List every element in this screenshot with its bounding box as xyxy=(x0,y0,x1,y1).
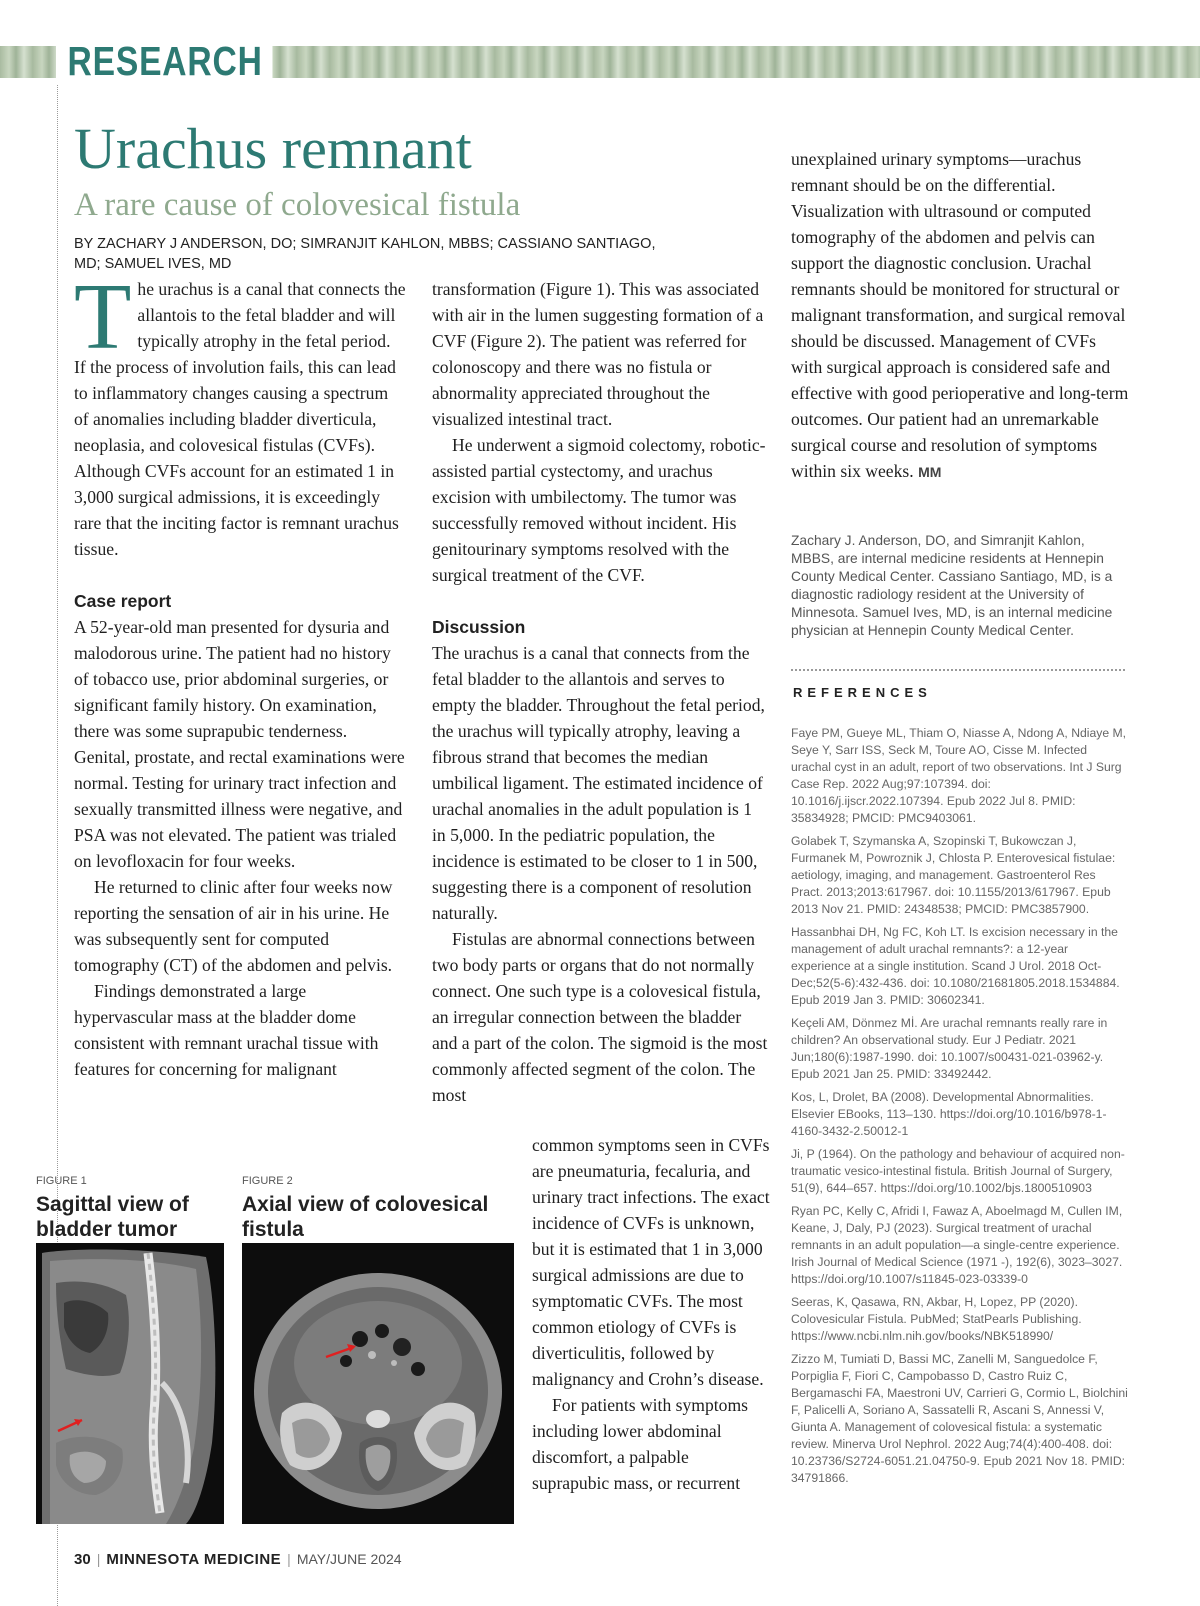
figure-1-title: Sagittal view of bladder tumor xyxy=(36,1193,189,1241)
reference-item: Keçeli AM, Dönmez Mİ. Are urachal remnants really rare in children? An observational study. Eur J Pediatr. 2021 Jun;180(6):1987-1990. doi: 10.1007/s00431-021-03962-y. Epub 2021 Jan 25. PMID: 33492442. xyxy=(791,1016,1108,1081)
page-footer: 30 | MINNESOTA MEDICINE | MAY/JUNE 2024 xyxy=(74,1551,402,1568)
author-bio: Zachary J. Anderson, DO, and Simranjit Kahlon, MBBS, are internal medicine residents at Hennepin County Medical Center. Cassiano Santiago, MD, is a diagnostic radiology resident at the University of Minnesota. Samuel Ives, MD, is an internal medicine physician at Hennepin County Medical Center. xyxy=(791,533,1113,638)
conclusion-text: unexplained urinary symptoms—urachus remnant should be on the differential. Visualization with ultrasound or computed tomography of the abdomen and pelvis can support the diagnostic conclusion. Urachal remnants should be monitored for structural or malignant transformation, and surgical removal should be discussed. Management of CVFs with surgical approach is considered safe and effective with good perioperative and long-term outcomes. Our patient had an unremarkable surgical course and resolution of symptoms within six weeks. xyxy=(791,149,1129,481)
column-2 xyxy=(432,276,770,1108)
page-number: 30 xyxy=(74,1551,91,1568)
figure-2-label: FIGURE 2 xyxy=(242,1175,293,1187)
figure-1-label: FIGURE 1 xyxy=(36,1175,87,1187)
column-2-continued xyxy=(532,1132,770,1496)
discussion-paragraph-2: Fistulas are abnormal connections between two body parts or organs that do not normally connect. One such type is a colovesical fistula, an irregular connection between the bladder and a part of the colon. The sigmoid is the most commonly affected segment of the colon. The most xyxy=(432,929,768,1105)
discussion-heading: Discussion xyxy=(432,617,526,637)
case-paragraph-3: Findings demonstrated a large hypervascular mass at the bladder dome consistent with remnant urachal tissue with features for concerning for malignant xyxy=(74,981,379,1079)
col3-paragraph xyxy=(791,146,1131,485)
discussion-paragraph-3: common symptoms seen in CVFs are pneumaturia, fecaluria, and urinary tract infections. The exact incidence of CVFs is unknown, but it is estimated that 1 in 3,000 surgical admissions are due to symptomatic CVFs. The most common etiology of CVFs is diverticulitis, followed by malignancy and Crohn’s disease. xyxy=(532,1135,770,1389)
references-list xyxy=(791,725,1128,1493)
reference-item: Zizzo M, Tumiati D, Bassi MC, Zanelli M, Sanguedolce F, Porpiglia F, Fiori C, Campobasso D, Castro Ruiz C, Bergamaschi FA, Maestroni UV, Carrieri G, Cormio L, Biolchini F, Palicelli A, Soriano A, Sassatelli R, Ascani S, Annessi V, Giunta A. Management of colovesical fistula: a systematic review. Minerva Urol Nephrol. 2022 Aug;74(4):400-408. doi: 10.23736/S2724-6051.21.04750-9. Epub 2021 Nov 18. PMID: 34791866. xyxy=(791,1352,1128,1485)
article-title: Urachus remnant xyxy=(74,116,472,181)
intro-paragraph: he urachus is a canal that connects the allantois to the fetal bladder and will typically atrophy in the fetal period. If the process of involution fails, this can lead to inflammatory changes causing a spectrum of anomalies including bladder diverticula, neoplasia, and colovesical fistulas (CVFs). Although CVFs account for an estimated 1 in 3,000 surgical admissions, it is exceedingly rare that the inciting factor is remnant urachus tissue. xyxy=(74,279,406,559)
references-heading: REFERENCES xyxy=(793,685,932,700)
reference-item: Ryan PC, Kelly C, Afridi I, Fawaz A, Aboelmagd M, Cullen IM, Keane, J, Daly, PJ (2023). Surgical treatment of urachal remnants in an adult population—a single-centre experience. Irish Journal of Medical Science (1971 -), 192(6), 3023–3027. https://doi.org/10.1007/s11845-023-03339-0 xyxy=(791,1204,1123,1286)
col2-paragraph-2: He underwent a sigmoid colectomy, robotic-assisted partial cystectomy, and urachus excision with umbilectomy. The tumor was successfully removed without incident. His genitourinary symptoms resolved with the surgical treatment of the CVF. xyxy=(432,435,766,585)
discussion-paragraph-4: For patients with symptoms including lower abdominal discomfort, a palpable suprapubic mass, or recurrent xyxy=(532,1395,748,1493)
figure-2-ct-axial-image xyxy=(242,1243,514,1524)
column-3 xyxy=(791,146,1131,485)
issue-date: MAY/JUNE 2024 xyxy=(296,1551,402,1567)
byline: BY ZACHARY J ANDERSON, DO; SIMRANJIT KAHLON, MBBS; CASSIANO SANTIAGO, MD; SAMUEL IVES, MD xyxy=(74,236,656,272)
reference-item: Hassanbhai DH, Ng FC, Koh LT. Is excision necessary in the management of adult urachal remnants?: a 12-year experience at a single institution. Scand J Urol. 2018 Oct-Dec;52(5-6):432-436. doi: 10.1080/21681805.2018.1534884. Epub 2019 Jan 3. PMID: 30602341. xyxy=(791,925,1120,1007)
drop-cap: T xyxy=(74,265,132,369)
reference-item: Ji, P (1964). On the pathology and behaviour of acquired non-traumatic vesico-intestinal fistula. British Journal of Surgery, 51(9), 644–657. https://doi.org/10.1002/bjs.1800510903 xyxy=(791,1147,1125,1195)
reference-item: Seeras, K, Qasawa, RN, Akbar, H, Lopez, PP (2020). Colovesicular Fistula. PubMed; StatPearls Publishing. https://www.ncbi.nlm.nih.gov/books/NBK518990/ xyxy=(791,1295,1082,1343)
column-1 xyxy=(74,265,406,1082)
case-paragraph-1: A 52-year-old man presented for dysuria and malodorous urine. The patient had no history of tobacco use, prior abdominal surgeries, or significant family history. On examination, there was some suprapubic tenderness. Genital, prostate, and rectal examinations were normal. Testing for urinary tract infection and sexually transmitted illness were negative, and PSA was not elevated. The patient was trialed on levofloxacin for four weeks. xyxy=(74,617,405,871)
figure-1-ct-sagittal-image xyxy=(36,1243,224,1524)
reference-item: Golabek T, Szymanska A, Szopinski T, Bukowczan J, Furmanek M, Powroznik J, Chlosta P. Enterovesical fistulae: aetiology, imaging, and management. Gastroenterol Res Pract. 2013;2013:617967. doi: 10.1155/2013/617967. Epub 2013 Nov 21. PMID: 24348538; PMCID: PMC3857900. xyxy=(791,834,1116,916)
case-paragraph-2: He returned to clinic after four weeks now reporting the sensation of air in his urine. He was subsequently sent for computed tomography (CT) of the abdomen and pelvis. xyxy=(74,877,393,975)
article-subtitle: A rare cause of colovesical fistula xyxy=(74,187,521,223)
section-label: RESEARCH xyxy=(56,38,273,84)
references-divider xyxy=(791,669,1125,671)
reference-item: Kos, L, Drolet, BA (2008). Developmental Abnormalities. Elsevier EBooks, 113–130. https://doi.org/10.1016/b978-1-4160-3432-2.50012-1 xyxy=(791,1090,1107,1138)
end-mark: MM xyxy=(918,464,942,480)
reference-item: Faye PM, Gueye ML, Thiam O, Niasse A, Ndong A, Ndiaye M, Seye Y, Sarr ISS, Seck M, Toure AO, Cisse M. Infected urachal cyst in an adult, report of two observations. Int J Surg Case Rep. 2022 Aug;97:107394. doi: 10.1016/j.ijscr.2022.107394. Epub 2022 Jul 8. PMID: 35834928; PMCID: PMC9403061. xyxy=(791,726,1127,825)
figure-2-title: Axial view of colovesical fistula xyxy=(242,1193,489,1241)
case-report-heading: Case report xyxy=(74,591,172,611)
publication-name: MINNESOTA MEDICINE xyxy=(106,1551,282,1568)
discussion-paragraph-1: The urachus is a canal that connects from the fetal bladder to the allantois and serves to empty the bladder. Throughout the fetal period, the urachus will typically atrophy, leaving a fibrous strand that becomes the median umbilical ligament. The estimated incidence of urachal anomalies in the adult population is 1 in 5,000. In the pediatric population, the incidence is estimated to be closer to 1 in 500, suggesting there is a component of resolution naturally. xyxy=(432,643,765,923)
col2-paragraph-1: transformation (Figure 1). This was associated with air in the lumen suggesting formation of a CVF (Figure 2). The patient was referred for colonoscopy and there was no fistula or abnormality appreciated throughout the visualized intestinal tract. xyxy=(432,279,764,429)
